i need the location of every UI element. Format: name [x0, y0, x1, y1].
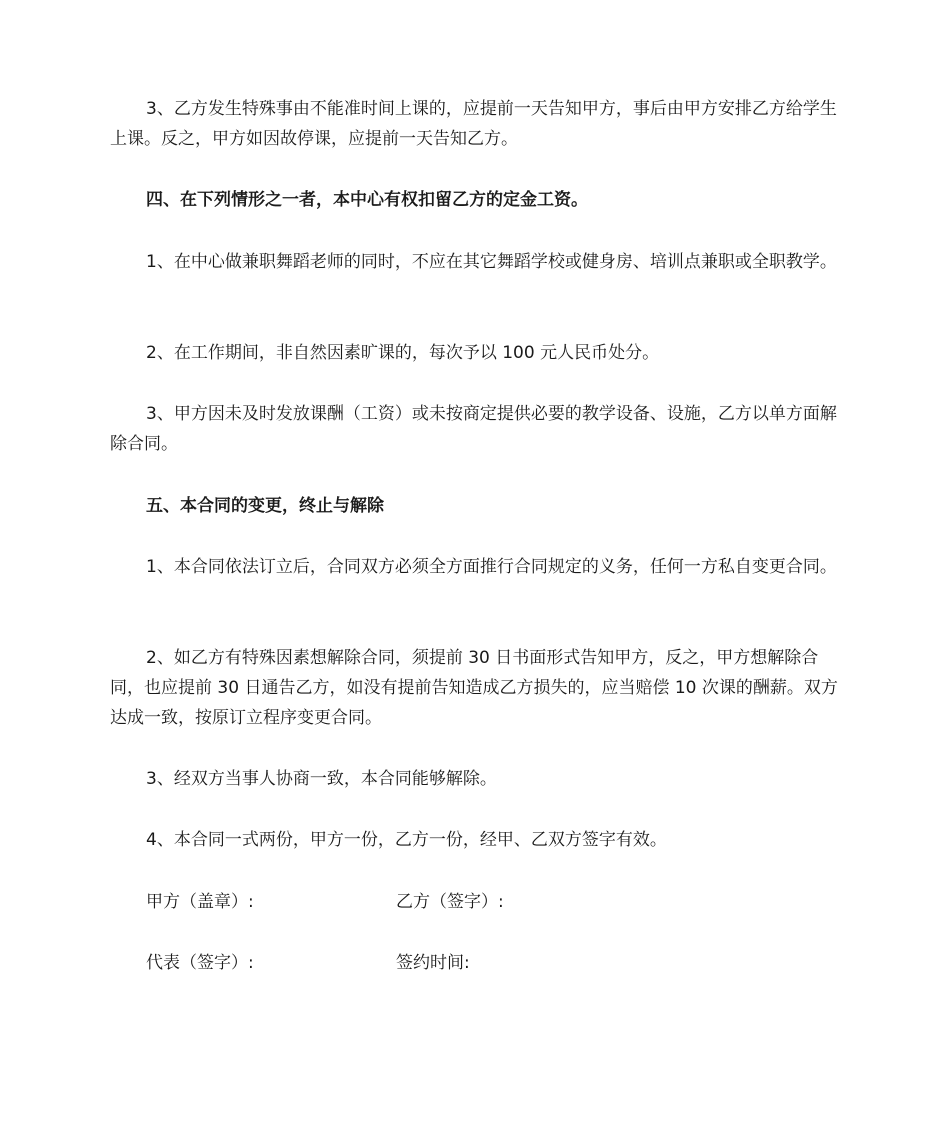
section5-item4-paragraph: 4、本合同一式两份，甲方一份，乙方一份，经甲、乙双方签字有效。 — [146, 830, 667, 850]
section3-item3-paragraph: 3、乙方发生特殊事由不能准时间上课的，应提前一天告知甲方，事后由甲方安排乙方给学生上课。反之，甲方如因故停课，应提前一天告知乙方。 — [110, 99, 837, 149]
party-a-seal-label: 甲方（盖章）: — [146, 892, 254, 912]
sign-date-label: 签约时间: — [396, 953, 470, 973]
section4-heading: 四、在下列情形之一者，本中心有权扣留乙方的定金工资。 — [146, 190, 588, 210]
section5-heading: 五、本合同的变更，终止与解除 — [146, 496, 384, 516]
section5-item2-paragraph: 2、如乙方有特殊因素想解除合同，须提前 30 日书面形式告知甲方，反之，甲方想解除合同，也应提前 30 日通告乙方，如没有提前告知造成乙方损失的，应当赔偿 10 次课的酬薪。双方达成一致，按原订立程序变更合同。 — [110, 648, 838, 728]
representative-signature-label: 代表（签字）: — [146, 953, 254, 973]
section4-item2-paragraph: 2、在工作期间，非自然因素旷课的，每次予以 100 元人民币处分。 — [146, 343, 660, 363]
party-b-signature-label: 乙方（签字）: — [396, 892, 504, 912]
section5-item3-paragraph: 3、经双方当事人协商一致，本合同能够解除。 — [146, 769, 497, 789]
section4-item1-paragraph: 1、在中心做兼职舞蹈老师的同时，不应在其它舞蹈学校或健身房、培训点兼职或全职教学。 — [146, 252, 837, 272]
section5-item1-paragraph: 1、本合同依法订立后，合同双方必须全方面推行合同规定的义务，任何一方私自变更合同。 — [146, 557, 837, 577]
section4-item3-paragraph: 3、甲方因未及时发放课酬（工资）或未按商定提供必要的教学设备、设施，乙方以单方面解除合同。 — [110, 404, 837, 454]
